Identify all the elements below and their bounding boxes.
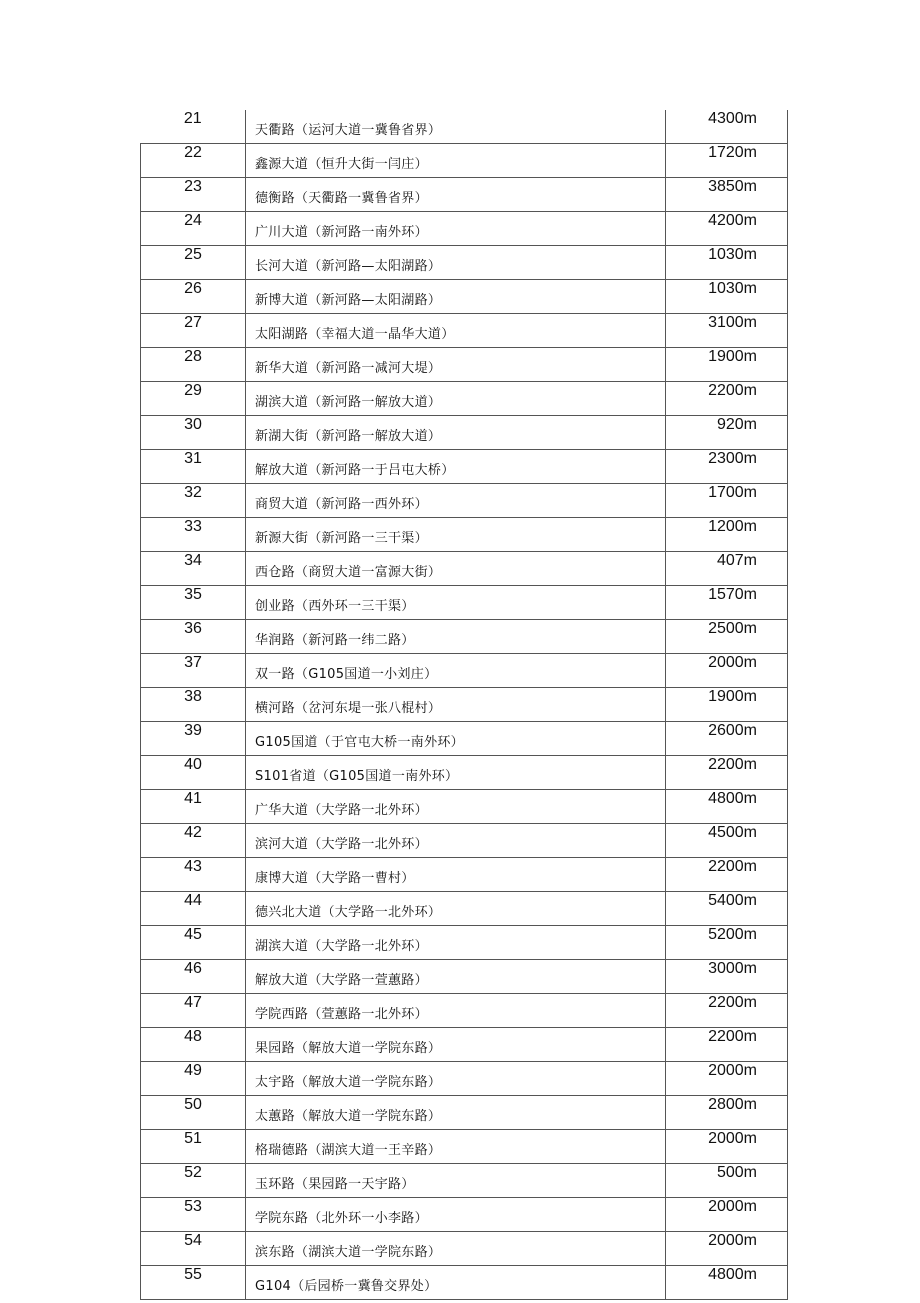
- row-number: 55: [141, 1266, 246, 1300]
- row-number: 42: [141, 824, 246, 858]
- row-number: 44: [141, 892, 246, 926]
- table-row: [141, 382, 788, 416]
- road-name-cell: 新博大道（新河路—太阳湖路）: [246, 280, 666, 314]
- table-row: [141, 552, 788, 586]
- row-number: 22: [141, 144, 246, 178]
- row-number: 52: [141, 1164, 246, 1198]
- road-length-cell: 407m: [666, 552, 788, 586]
- row-number: 30: [141, 416, 246, 450]
- road-name-cell: 滨东路（湖滨大道一学院东路）: [246, 1232, 666, 1266]
- road-length-cell: 1900m: [666, 688, 788, 722]
- road-name-cell: 康博大道（大学路一曹村）: [246, 858, 666, 892]
- road-length-cell: 500m: [666, 1164, 788, 1198]
- table-row: [141, 620, 788, 654]
- road-length-cell: 3100m: [666, 314, 788, 348]
- row-number: 53: [141, 1198, 246, 1232]
- road-name-cell: 太宇路（解放大道一学院东路）: [246, 1062, 666, 1096]
- table-row: [141, 688, 788, 722]
- table-row: [141, 1130, 788, 1164]
- table-row: [141, 314, 788, 348]
- table-row: [141, 484, 788, 518]
- table-row: [141, 1028, 788, 1062]
- row-number: 37: [141, 654, 246, 688]
- table-row: [141, 1096, 788, 1130]
- table-row: [141, 858, 788, 892]
- road-name-cell: 横河路（岔河东堤一张八棍村）: [246, 688, 666, 722]
- road-length-cell: 4200m: [666, 212, 788, 246]
- road-length-cell: 1700m: [666, 484, 788, 518]
- table-row: [141, 212, 788, 246]
- road-length-table: [140, 110, 788, 1300]
- table-row: [141, 722, 788, 756]
- row-number: 48: [141, 1028, 246, 1062]
- road-length-cell: 2000m: [666, 654, 788, 688]
- row-number: 29: [141, 382, 246, 416]
- road-length-cell: 4300m: [666, 110, 788, 144]
- road-name-cell: 新华大道（新河路一减河大堤）: [246, 348, 666, 382]
- row-number: 40: [141, 756, 246, 790]
- row-number: 23: [141, 178, 246, 212]
- road-length-cell: 4800m: [666, 790, 788, 824]
- road-length-cell: 2500m: [666, 620, 788, 654]
- road-name-cell: G105国道（于官屯大桥一南外环）: [246, 722, 666, 756]
- road-length-cell: 1030m: [666, 280, 788, 314]
- road-name-cell: 解放大道（新河路一于吕屯大桥）: [246, 450, 666, 484]
- row-number: 24: [141, 212, 246, 246]
- row-number: 33: [141, 518, 246, 552]
- table-row: [141, 450, 788, 484]
- table-row: [141, 960, 788, 994]
- table-row: [141, 1266, 788, 1300]
- road-name-cell: 长河大道（新河路—太阳湖路）: [246, 246, 666, 280]
- road-name-cell: 广川大道（新河路一南外环）: [246, 212, 666, 246]
- road-table-body: [141, 110, 788, 1300]
- road-name-cell: 鑫源大道（恒升大街一闫庄）: [246, 144, 666, 178]
- row-number: 43: [141, 858, 246, 892]
- road-name-cell: 新湖大街（新河路一解放大道）: [246, 416, 666, 450]
- row-number: 47: [141, 994, 246, 1028]
- table-row: [141, 892, 788, 926]
- table-row: [141, 178, 788, 212]
- row-number: 49: [141, 1062, 246, 1096]
- road-name-cell: 商贸大道（新河路一西外环）: [246, 484, 666, 518]
- road-name-cell: 湖滨大道（大学路一北外环）: [246, 926, 666, 960]
- road-length-cell: 920m: [666, 416, 788, 450]
- table-row: [141, 586, 788, 620]
- row-number: 46: [141, 960, 246, 994]
- road-length-cell: 2000m: [666, 1198, 788, 1232]
- row-number: 50: [141, 1096, 246, 1130]
- table-row: [141, 790, 788, 824]
- row-number: 32: [141, 484, 246, 518]
- road-length-cell: 2300m: [666, 450, 788, 484]
- road-length-cell: 2200m: [666, 994, 788, 1028]
- row-number: 36: [141, 620, 246, 654]
- row-number: 34: [141, 552, 246, 586]
- road-length-cell: 5400m: [666, 892, 788, 926]
- road-length-cell: 2200m: [666, 1028, 788, 1062]
- row-number: 27: [141, 314, 246, 348]
- road-length-cell: 4500m: [666, 824, 788, 858]
- road-length-cell: 2000m: [666, 1232, 788, 1266]
- row-number: 45: [141, 926, 246, 960]
- table-row: [141, 756, 788, 790]
- table-row: [141, 926, 788, 960]
- row-number: 51: [141, 1130, 246, 1164]
- table-row: [141, 348, 788, 382]
- table-row: [141, 654, 788, 688]
- road-name-cell: 滨河大道（大学路一北外环）: [246, 824, 666, 858]
- road-name-cell: 双一路（G105国道一小刘庄）: [246, 654, 666, 688]
- road-name-cell: 太蕙路（解放大道一学院东路）: [246, 1096, 666, 1130]
- row-number: 28: [141, 348, 246, 382]
- table-row: [141, 994, 788, 1028]
- road-name-cell: 德兴北大道（大学路一北外环）: [246, 892, 666, 926]
- table-row: [141, 144, 788, 178]
- road-length-cell: 2600m: [666, 722, 788, 756]
- road-length-cell: 2800m: [666, 1096, 788, 1130]
- table-row: [141, 824, 788, 858]
- road-name-cell: 解放大道（大学路一萱蕙路）: [246, 960, 666, 994]
- road-name-cell: 果园路（解放大道一学院东路）: [246, 1028, 666, 1062]
- row-number: 54: [141, 1232, 246, 1266]
- row-number: 41: [141, 790, 246, 824]
- road-name-cell: 创业路（西外环一三干渠）: [246, 586, 666, 620]
- road-length-cell: 5200m: [666, 926, 788, 960]
- road-length-cell: 2200m: [666, 756, 788, 790]
- road-length-cell: 2200m: [666, 382, 788, 416]
- row-number: 39: [141, 722, 246, 756]
- table-row: [141, 1062, 788, 1096]
- road-length-cell: 3000m: [666, 960, 788, 994]
- road-name-cell: 华润路（新河路一纬二路）: [246, 620, 666, 654]
- road-name-cell: 格瑞德路（湖滨大道一王辛路）: [246, 1130, 666, 1164]
- row-number: 25: [141, 246, 246, 280]
- road-length-cell: 1030m: [666, 246, 788, 280]
- table-row: [141, 1198, 788, 1232]
- road-name-cell: 西仓路（商贸大道一富源大街）: [246, 552, 666, 586]
- road-name-cell: 湖滨大道（新河路一解放大道）: [246, 382, 666, 416]
- row-number: 21: [141, 110, 246, 144]
- road-name-cell: 太阳湖路（幸福大道一晶华大道）: [246, 314, 666, 348]
- road-name-cell: G104（后园桥一冀鲁交界处）: [246, 1266, 666, 1300]
- road-name-cell: 广华大道（大学路一北外环）: [246, 790, 666, 824]
- road-name-cell: 学院西路（萱蕙路一北外环）: [246, 994, 666, 1028]
- road-length-cell: 1900m: [666, 348, 788, 382]
- road-length-cell: 4800m: [666, 1266, 788, 1300]
- table-row: [141, 416, 788, 450]
- table-row: [141, 1232, 788, 1266]
- table-row: [141, 110, 788, 144]
- road-length-cell: 2200m: [666, 858, 788, 892]
- row-number: 38: [141, 688, 246, 722]
- road-length-cell: 3850m: [666, 178, 788, 212]
- row-number: 35: [141, 586, 246, 620]
- row-number: 26: [141, 280, 246, 314]
- table-row: [141, 518, 788, 552]
- road-name-cell: 天衢路（运河大道一冀鲁省界）: [246, 110, 666, 144]
- road-length-cell: 1570m: [666, 586, 788, 620]
- road-name-cell: 玉环路（果园路一天宇路）: [246, 1164, 666, 1198]
- road-name-cell: 学院东路（北外环一小李路）: [246, 1198, 666, 1232]
- road-length-cell: 1720m: [666, 144, 788, 178]
- road-length-cell: 2000m: [666, 1062, 788, 1096]
- table-row: [141, 280, 788, 314]
- table-row: [141, 246, 788, 280]
- road-name-cell: 德衡路（天衢路一冀鲁省界）: [246, 178, 666, 212]
- road-name-cell: S101省道（G105国道一南外环）: [246, 756, 666, 790]
- road-length-cell: 1200m: [666, 518, 788, 552]
- table-row: [141, 1164, 788, 1198]
- road-name-cell: 新源大街（新河路一三干渠）: [246, 518, 666, 552]
- row-number: 31: [141, 450, 246, 484]
- road-length-cell: 2000m: [666, 1130, 788, 1164]
